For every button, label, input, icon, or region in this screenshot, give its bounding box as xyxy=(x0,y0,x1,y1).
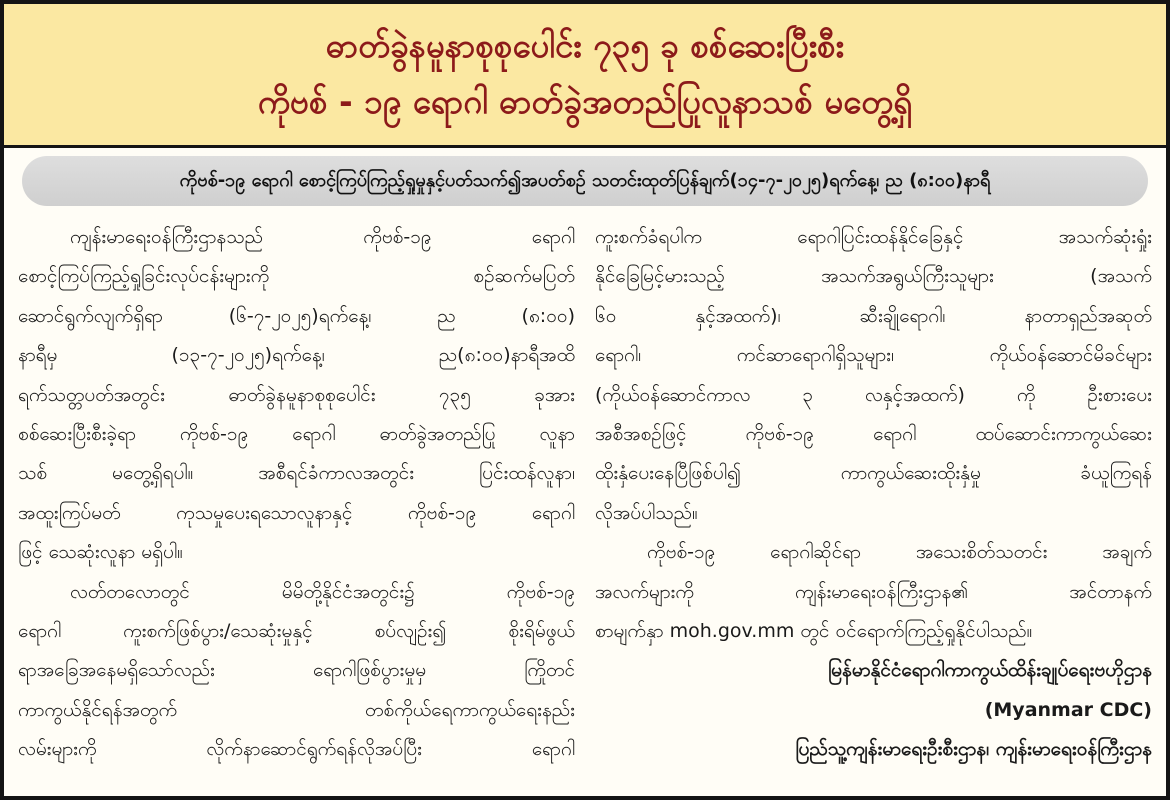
body-text-line: လမ်းများကို လိုက်နာဆောင်ရွက်ရန်လိုအပ်ပြီး ရောဂါ xyxy=(18,738,575,761)
body-text-line: ကာကွယ်နိုင်ရန်အတွက် တစ်ကိုယ်ရေကာကွယ်ရေးနည်း xyxy=(18,698,575,721)
body-text-line: ရောဂါ ကူးစက်ဖြစ်ပွား/သေဆုံးမှုနှင့် စပ်လျဉ်း၍ စိုးရိမ်ဖွယ် xyxy=(18,620,575,643)
body-text-line: လတ်တလောတွင် မိမိတို့နိုင်ငံအတွင်း၌ ကိုဗစ်-၁၉ xyxy=(70,580,575,603)
paragraph-3 xyxy=(595,533,1152,651)
headline-line-2: ကိုဗစ် - ၁၉ ရောဂါ ဓာတ်ခွဲအတည်ပြုလူနာသစ် မတွေ့ရှိ xyxy=(257,82,913,121)
bulletin-subheading: ကိုဗစ်-၁၉ ရောဂါ စောင့်ကြပ်ကြည့်ရှုမှုနှင့်ပတ်သက်၍အပတ်စဉ် သတင်းထုတ်ပြန်ချက်(၁၄-၇-၂၀၂၅)ရက်နေ့၊ ည (၈:၀၀)နာရီ xyxy=(22,156,1148,206)
headline-box xyxy=(4,4,1166,148)
body-text-line: ဖြင့် သေဆုံးလူနာ မရှိပါ။ xyxy=(18,541,183,564)
body-text-line: ထိုးနှံပေးနေပြီဖြစ်ပါ၍ ကာကွယ်ဆေးထိုးနှံမှု ခံယူကြရန် xyxy=(595,462,1152,485)
announcement-body xyxy=(4,148,1166,770)
body-text-line: ကူးစက်ခံရပါက ရောဂါပြင်းထန်နိုင်ခြေနှင့် အသက်ဆုံးရှုံး xyxy=(595,226,1152,248)
body-text-line: လိုအပ်ပါသည်။ xyxy=(595,501,698,524)
body-text-line: ၆၀ နှင့်အထက်)၊ ဆီးချိုရောဂါ၊ နာတာရှည်အဆုတ် xyxy=(595,304,1152,327)
body-text-line: ရောဂါ၊ ကင်ဆာရောဂါရှိသူများ၊ ကိုယ်ဝန်ဆောင်မိခင်များ xyxy=(595,344,1152,367)
body-text-line: အလက်များကို ကျန်းမာရေးဝန်ကြီးဌာန၏ အင်တာနက် xyxy=(595,580,1152,603)
body-text-line: ကိုဗစ်-၁၉ ရောဂါဆိုင်ရာ အသေးစိတ်သတင်း အချက် xyxy=(647,541,1152,564)
body-text-line: အထူးကြပ်မတ် ကုသမှုပေးရသောလူနာနှင့် ကိုဗစ်-၁၉ ရောဂါ xyxy=(18,501,575,524)
headline-line-1: ဓာတ်ခွဲနမူနာစုစုပေါင်း ၇၃၅ ခု စစ်ဆေးပြီးစီး xyxy=(325,26,845,65)
body-text-line: သစ် မတွေ့ရှိရပါ။ အစီရင်ခံကာလအတွင်း ပြင်းထန်လူနာ၊ xyxy=(18,462,575,485)
paragraph-2-continued xyxy=(595,218,1152,533)
right-column xyxy=(595,218,1152,770)
signature-agency: မြန်မာနိုင်ငံရောဂါကာကွယ်ထိန်းချုပ်ရေးဗဟိုဌာန xyxy=(827,659,1152,682)
body-text-line: နိုင်ခြေမြင့်မားသည့် အသက်အရွယ်ကြီးသူများ (အသက် xyxy=(595,265,1152,288)
signature-block xyxy=(595,651,1152,769)
left-column xyxy=(18,218,575,770)
body-text-line: စောင့်ကြပ်ကြည့်ရှုခြင်းလုပ်ငန်းများကို စဉ်ဆက်မပြတ် xyxy=(18,265,575,288)
body-text-line: စစ်ဆေးပြီးစီးခဲ့ရာ ကိုဗစ်-၁၉ ရောဂါ ဓာတ်ခွဲအတည်ပြု လူနာ xyxy=(18,423,575,446)
body-text-line: ရက်သတ္တပတ်အတွင်း ဓာတ်ခွဲနမူနာစုစုပေါင်း ၇၃၅ ခုအား xyxy=(18,383,575,406)
body-text-line: အစီအစဉ်ဖြင့် ကိုဗစ်-၁၉ ရောဂါ ထပ်ဆောင်းကာကွယ်ဆေး xyxy=(595,423,1152,446)
paragraph-1 xyxy=(18,218,575,573)
paragraph-2 xyxy=(18,573,575,770)
body-text-line: နာရီမှ (၁၃-၇-၂၀၂၅)ရက်နေ့၊ ည(၈:၀၀)နာရီအထိ xyxy=(18,344,575,367)
body-text-line: စာမျက်နှာ moh.gov.mm တွင် ဝင်ရောက်ကြည့်ရှုနိုင်ပါသည်။ xyxy=(595,620,1033,643)
body-text-line: (ကိုယ်ဝန်ဆောင်ကာလ ၃ လနှင့်အထက်) ကို ဦးစားပေး xyxy=(595,383,1152,406)
text-columns xyxy=(18,218,1152,770)
signature-agency-abbreviation: (Myanmar CDC) xyxy=(984,698,1152,721)
signature-department: ပြည်သူ့ကျန်းမာရေးဦးစီးဌာန၊ ကျန်းမာရေးဝန်ကြီးဌာန xyxy=(795,738,1152,761)
body-text-line: ဆောင်ရွက်လျက်ရှိရာ (၆-၇-၂၀၂၅)ရက်နေ့၊ ည (၈:၀၀) xyxy=(18,304,575,327)
body-text-line: ရာအခြေအနေမရှိသော်လည်း ရောဂါဖြစ်ပွားမှုမှ ကြိုတင် xyxy=(18,659,575,682)
body-text-line: ကျန်းမာရေးဝန်ကြီးဌာနသည် ကိုဗစ်-၁၉ ရောဂါ xyxy=(70,226,575,248)
